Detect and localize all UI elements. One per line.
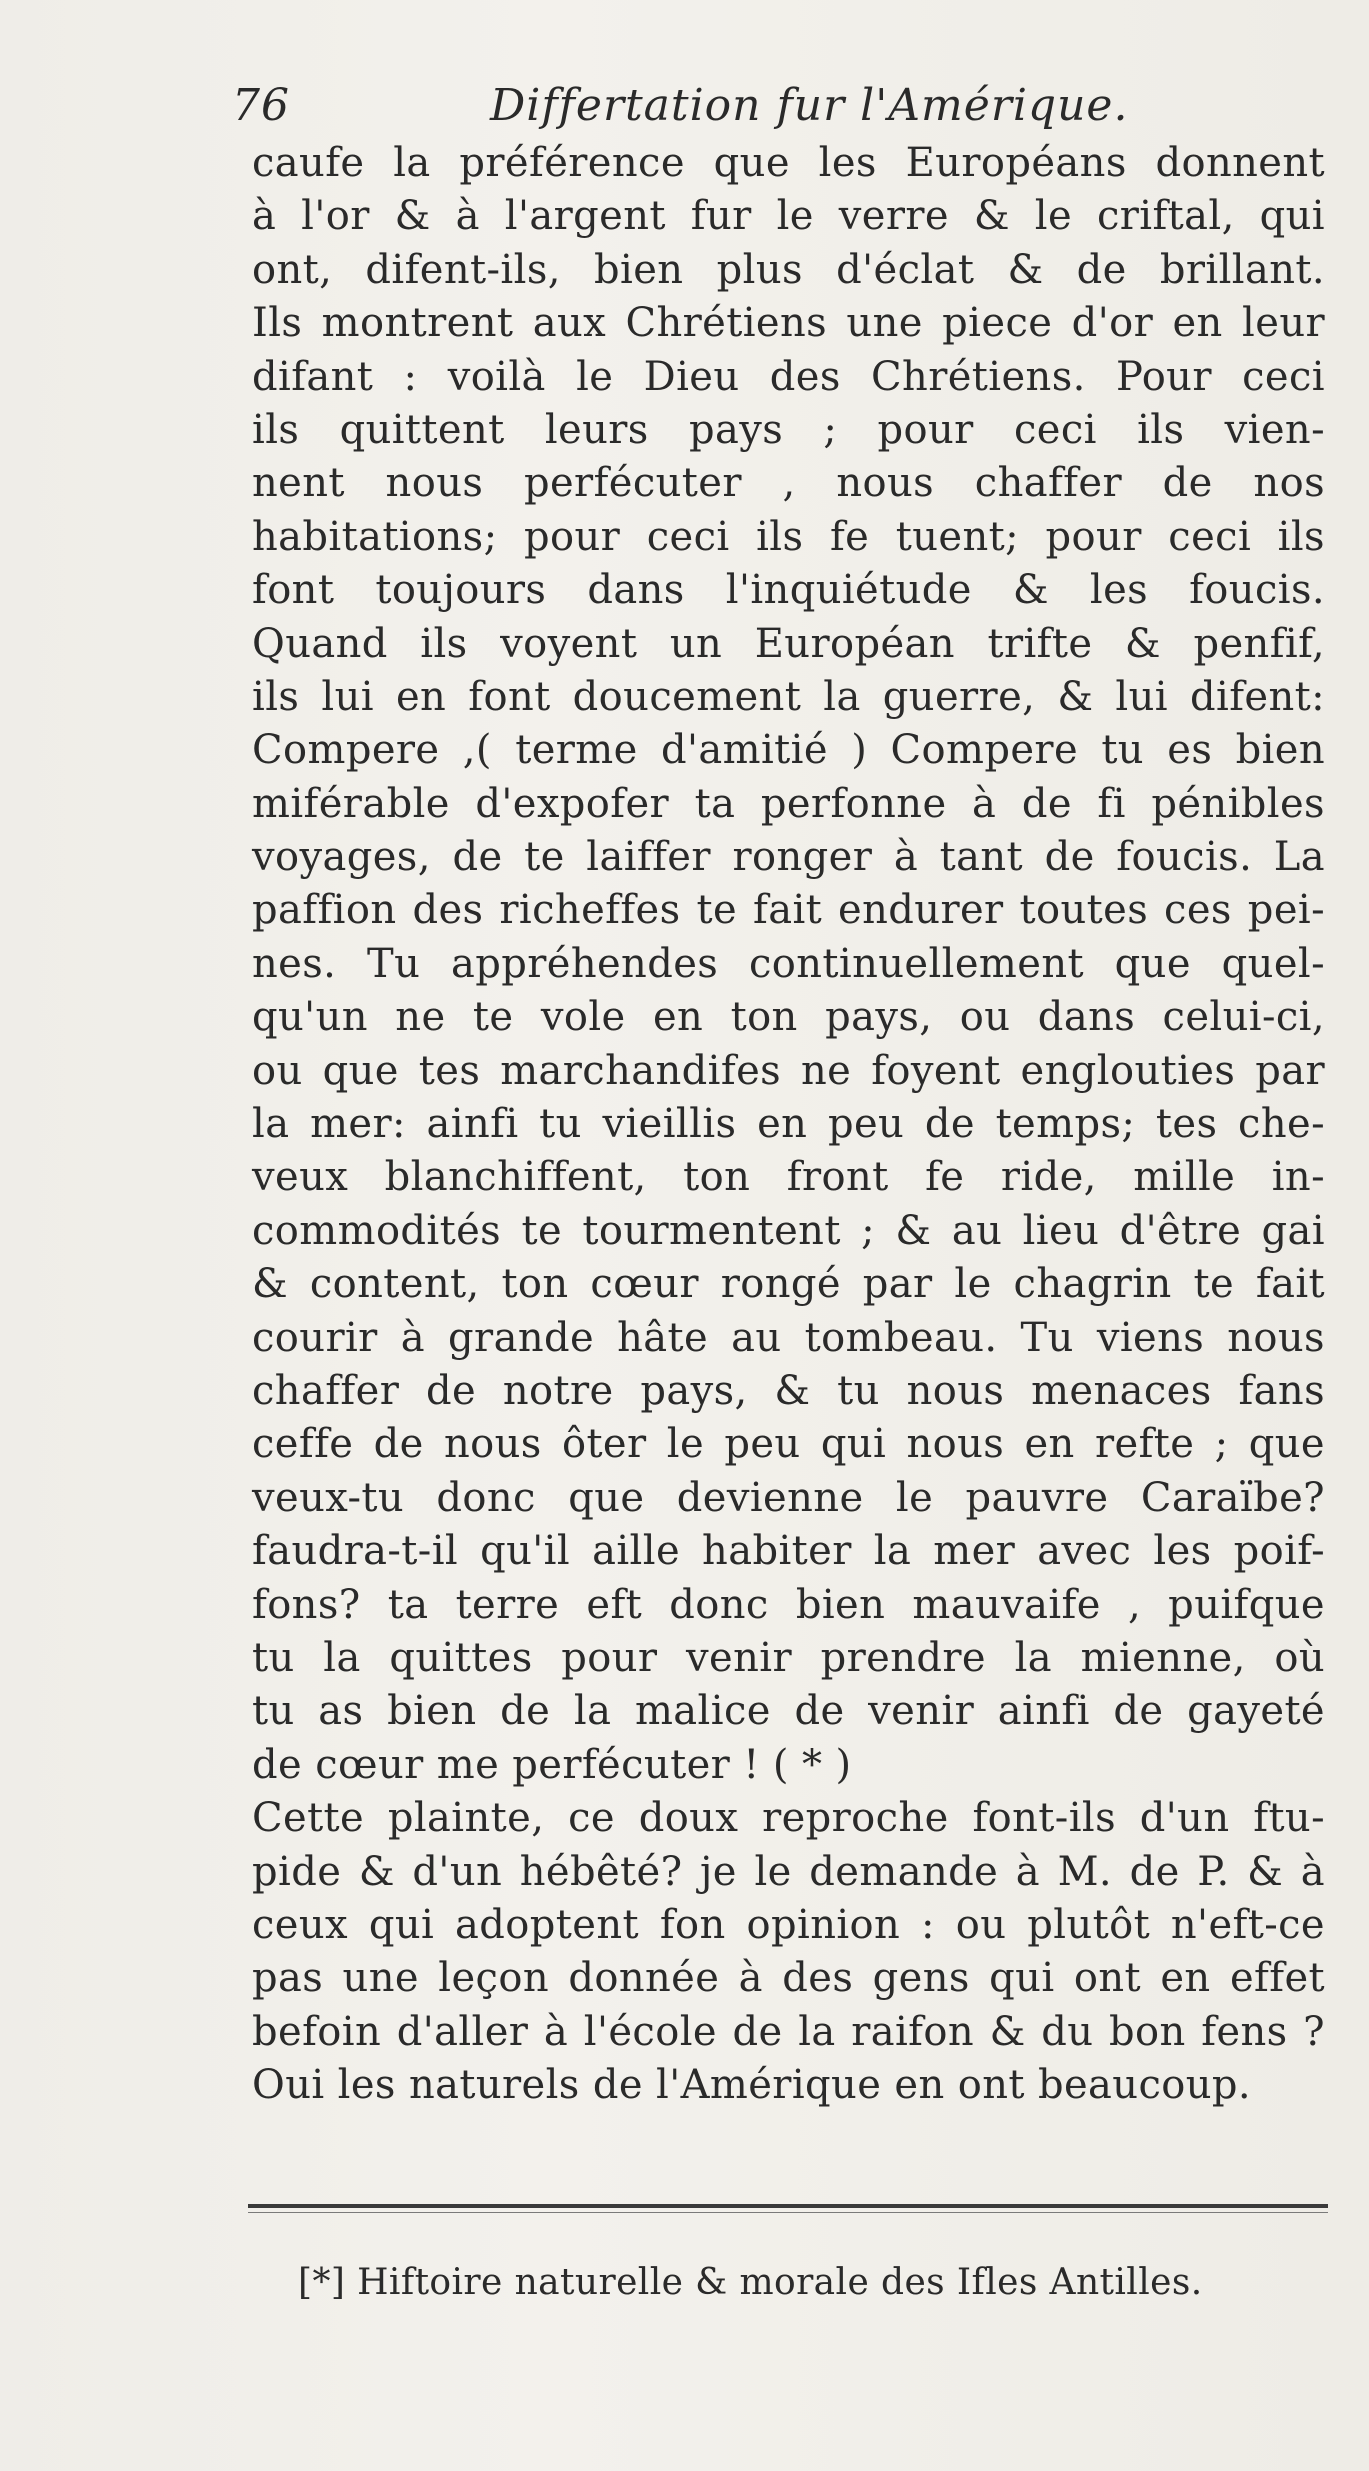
text-line: nes. Tu appréhendes continuellement que quel- bbox=[252, 940, 1325, 987]
text-line: miférable d'expofer ta perfonne à de fi pénibles bbox=[252, 780, 1325, 827]
text-line: Cette plainte, ce doux reproche font-ils d'un ftu- bbox=[252, 1795, 1325, 1842]
text-line: befoin d'aller à l'école de la raifon & du bon fens ? bbox=[252, 2008, 1325, 2055]
running-title: Differtation fur l'Amérique. bbox=[490, 80, 1129, 131]
page-number: 76 bbox=[232, 80, 290, 131]
footnote: [*] Hiftoire naturelle & morale des Ifles Antilles. bbox=[298, 2262, 1203, 2303]
text-line: Compere ,( terme d'amitié ) Compere tu es bien bbox=[252, 727, 1325, 774]
footnote-rule bbox=[248, 2204, 1328, 2208]
text-line: la mer: ainfi tu vieillis en peu de temps; tes che- bbox=[252, 1101, 1325, 1148]
text-line: commodités te tourmentent ; & au lieu d'être gai bbox=[252, 1207, 1325, 1254]
text-line: pide & d'un hébêté? je le demande à M. de P. & à bbox=[252, 1848, 1325, 1895]
body-text bbox=[252, 137, 1325, 2112]
text-line: tu la quittes pour venir prendre la mienne, où bbox=[252, 1634, 1325, 1681]
text-line: font toujours dans l'inquiétude & les foucis. bbox=[252, 567, 1325, 614]
text-line: habitations; pour ceci ils fe tuent; pour ceci ils bbox=[252, 513, 1325, 560]
text-line: nent nous perfécuter , nous chaffer de nos bbox=[252, 460, 1325, 507]
text-line: ceux qui adoptent fon opinion : ou plutôt n'eft-ce bbox=[252, 1901, 1325, 1948]
text-line: difant : voilà le Dieu des Chrétiens. Pour ceci bbox=[252, 353, 1325, 400]
text-line: ou que tes marchandifes ne foyent englouties par bbox=[252, 1047, 1325, 1094]
text-line: pas une leçon donnée à des gens qui ont en effet bbox=[252, 1955, 1325, 2002]
page-header bbox=[232, 80, 1132, 140]
text-line: ont, difent-ils, bien plus d'éclat & de brillant. bbox=[252, 246, 1325, 293]
text-line: & content, ton cœur rongé par le chagrin te fait bbox=[252, 1261, 1325, 1308]
text-line: courir à grande hâte au tombeau. Tu viens nous bbox=[252, 1314, 1325, 1361]
text-line: veux-tu donc que devienne le pauvre Caraïbe? bbox=[252, 1474, 1325, 1521]
text-line: chaffer de notre pays, & tu nous menaces fans bbox=[252, 1367, 1325, 1414]
text-line: veux blanchiffent, ton front fe ride, mille in- bbox=[252, 1154, 1325, 1201]
text-line: de cœur me perfécuter ! ( * ) bbox=[252, 1741, 852, 1788]
footnote-rule-thin bbox=[248, 2212, 1328, 2213]
text-line: ils lui en font doucement la guerre, & lui difent: bbox=[252, 673, 1325, 720]
text-line: faudra-t-il qu'il aille habiter la mer avec les poif- bbox=[252, 1528, 1325, 1575]
text-line: ils quittent leurs pays ; pour ceci ils vien- bbox=[252, 406, 1325, 453]
text-line: caufe la préférence que les Européans donnent bbox=[252, 140, 1325, 186]
text-line: Ils montrent aux Chrétiens une piece d'or en leur bbox=[252, 300, 1325, 347]
text-line: ceffe de nous ôter le peu qui nous en refte ; que bbox=[252, 1421, 1325, 1468]
text-line: qu'un ne te vole en ton pays, ou dans celui-ci, bbox=[252, 994, 1325, 1041]
text-line: Oui les naturels de l'Amérique en ont beaucoup. bbox=[252, 2062, 1252, 2109]
text-line: fons? ta terre eft donc bien mauvaife , puifque bbox=[252, 1581, 1325, 1628]
text-line: tu as bien de la malice de venir ainfi de gayeté bbox=[252, 1688, 1325, 1735]
text-line: paffion des richeffes te fait endurer toutes ces pei- bbox=[252, 887, 1325, 934]
text-line: à l'or & à l'argent fur le verre & le criftal, qui bbox=[252, 193, 1325, 240]
text-line: Quand ils voyent un Européan trifte & penfif, bbox=[252, 620, 1325, 667]
text-line: voyages, de te laiffer ronger à tant de foucis. La bbox=[252, 834, 1325, 881]
